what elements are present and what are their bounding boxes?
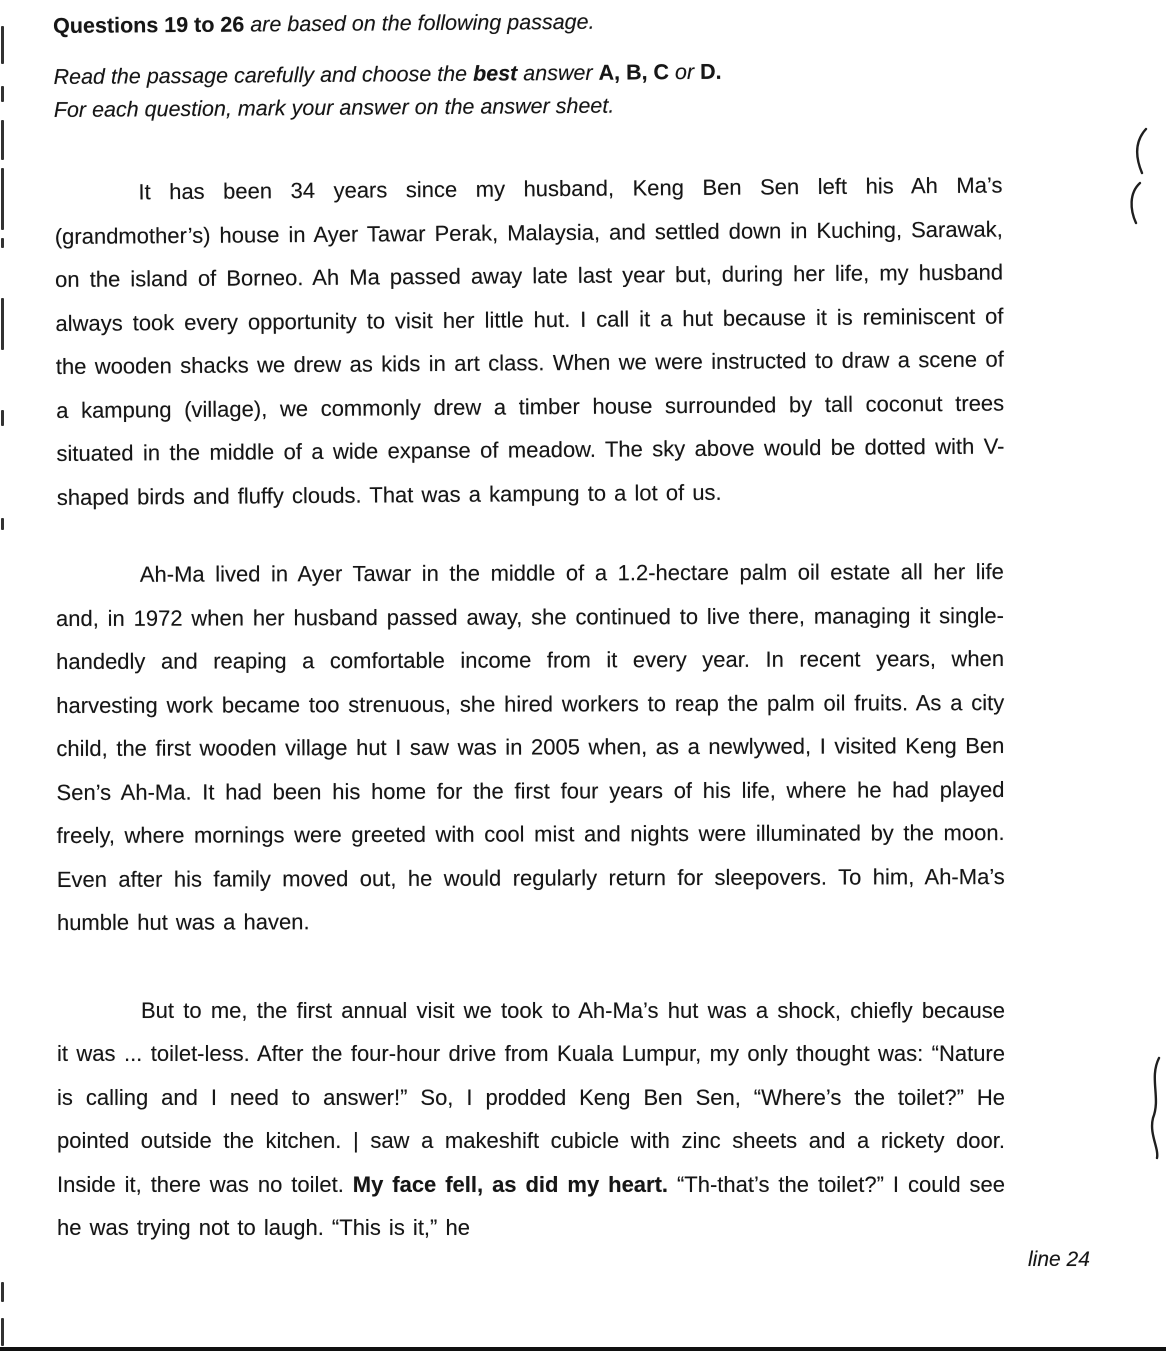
instruction-option-d: D.	[700, 59, 722, 84]
emphasized-phrase: My face fell, as did my heart.	[352, 1171, 669, 1197]
scan-artifact-dash	[1, 1282, 4, 1302]
scan-artifact-dash	[1, 26, 4, 64]
passage-paragraph-1: It has been 34 years since my husband, Keng Ben Sen left his Ah Ma’s (grandmother’s) house in Ayer Tawar Perak, Malaysia, and settled down in Kuching, Sarawak, on the island of Borneo. Ah Ma passed away late last year but, during her life, my husband always took every opportunity to visit her little hut. I call it a hut because it is reminiscent of the wooden shacks we drew as kids in art class. When we were instructed to draw a scene of a kampung (village), we commonly drew a timber house surrounded by tall coconut trees situated in the middle of a wide expanse of meadow. The sky above would be dotted with V-shaped birds and fluffy clouds. That was a kampung to a lot of us.	[54, 172, 1005, 510]
instruction-or: or	[668, 59, 701, 85]
paragraph-3-text: But to me, the first annual visit we took to Ah-Ma’s hut was a shock, chiefly because it was ... toilet-less. After the four-hour drive from Kuala Lumpur, my only thought was: “Nature is calling and I need to answer!” So, I prodded Keng Ben Sen, “Where’s the toilet?” He pointed outside the kitchen. | saw a makeshift cubicle with zinc sheets and a rickety door. Inside it, there was no toilet.	[57, 997, 1005, 1197]
passage-paragraph-2: Ah-Ma lived in Ayer Tawar in the middle of a 1.2-hectare palm oil estate all her life and, in 1972 when her husband passed away, she continued to live there, managing it single-handedly and reaping a comfortable income from it every year. In recent years, when harvesting work became too strenuous, she hired workers to reap the palm oil fruits. As a city child, the first wooden village hut I saw was in 2005 when, as a newlywed, I visited Keng Ben Sen’s Ah-Ma. It had been his home for the first four years of his life, where he had played freely, where mornings were greeted with cool mist and nights were illuminated by the moon. Even after his family moved out, he would regularly return for sleepovers. To him, Ah-Ma’s humble hut was a haven.	[55, 559, 1005, 936]
scan-artifact-squiggle-top-2	[1124, 180, 1150, 226]
paragraph-3-continuation: “Th-that’s the toilet?” I could see he was trying not to laugh. “This is it,” he	[57, 1171, 1005, 1240]
page-bottom-rule	[0, 1347, 1166, 1351]
questions-range: Questions 19 to 26	[53, 12, 245, 39]
instruction-options-abc: A, B, C	[598, 60, 670, 85]
instruction-best: best	[472, 61, 518, 86]
instruction-line-2	[54, 87, 1002, 127]
scan-artifact-dash	[1, 298, 4, 350]
scan-artifact-dash	[1, 1318, 4, 1346]
page-content	[53, 6, 1005, 1250]
header-and-first-paragraph	[53, 7, 1005, 519]
instruction-mid: answer	[517, 60, 599, 86]
scan-artifact-dash	[1, 518, 4, 530]
scan-artifact-squiggle-top-1	[1128, 126, 1154, 176]
scan-artifact-squiggle-bottom	[1144, 1056, 1166, 1160]
passage-paragraph-3	[57, 989, 1005, 1250]
scan-artifact-dash	[1, 120, 4, 160]
passage-intro	[53, 7, 1001, 39]
instruction-pre: Read the passage carefully and choose the	[53, 61, 474, 90]
instruction-answer-sheet: For each question, mark your answer on the answer sheet.	[53, 93, 615, 123]
intro-rest: are based on the following passage.	[244, 9, 595, 37]
scan-artifact-dash	[1, 238, 4, 248]
scan-artifact-dash	[1, 86, 4, 102]
scan-artifact-dash	[1, 410, 4, 426]
scan-artifact-dash	[1, 168, 4, 230]
line-number-note: line 24	[1028, 1248, 1090, 1271]
